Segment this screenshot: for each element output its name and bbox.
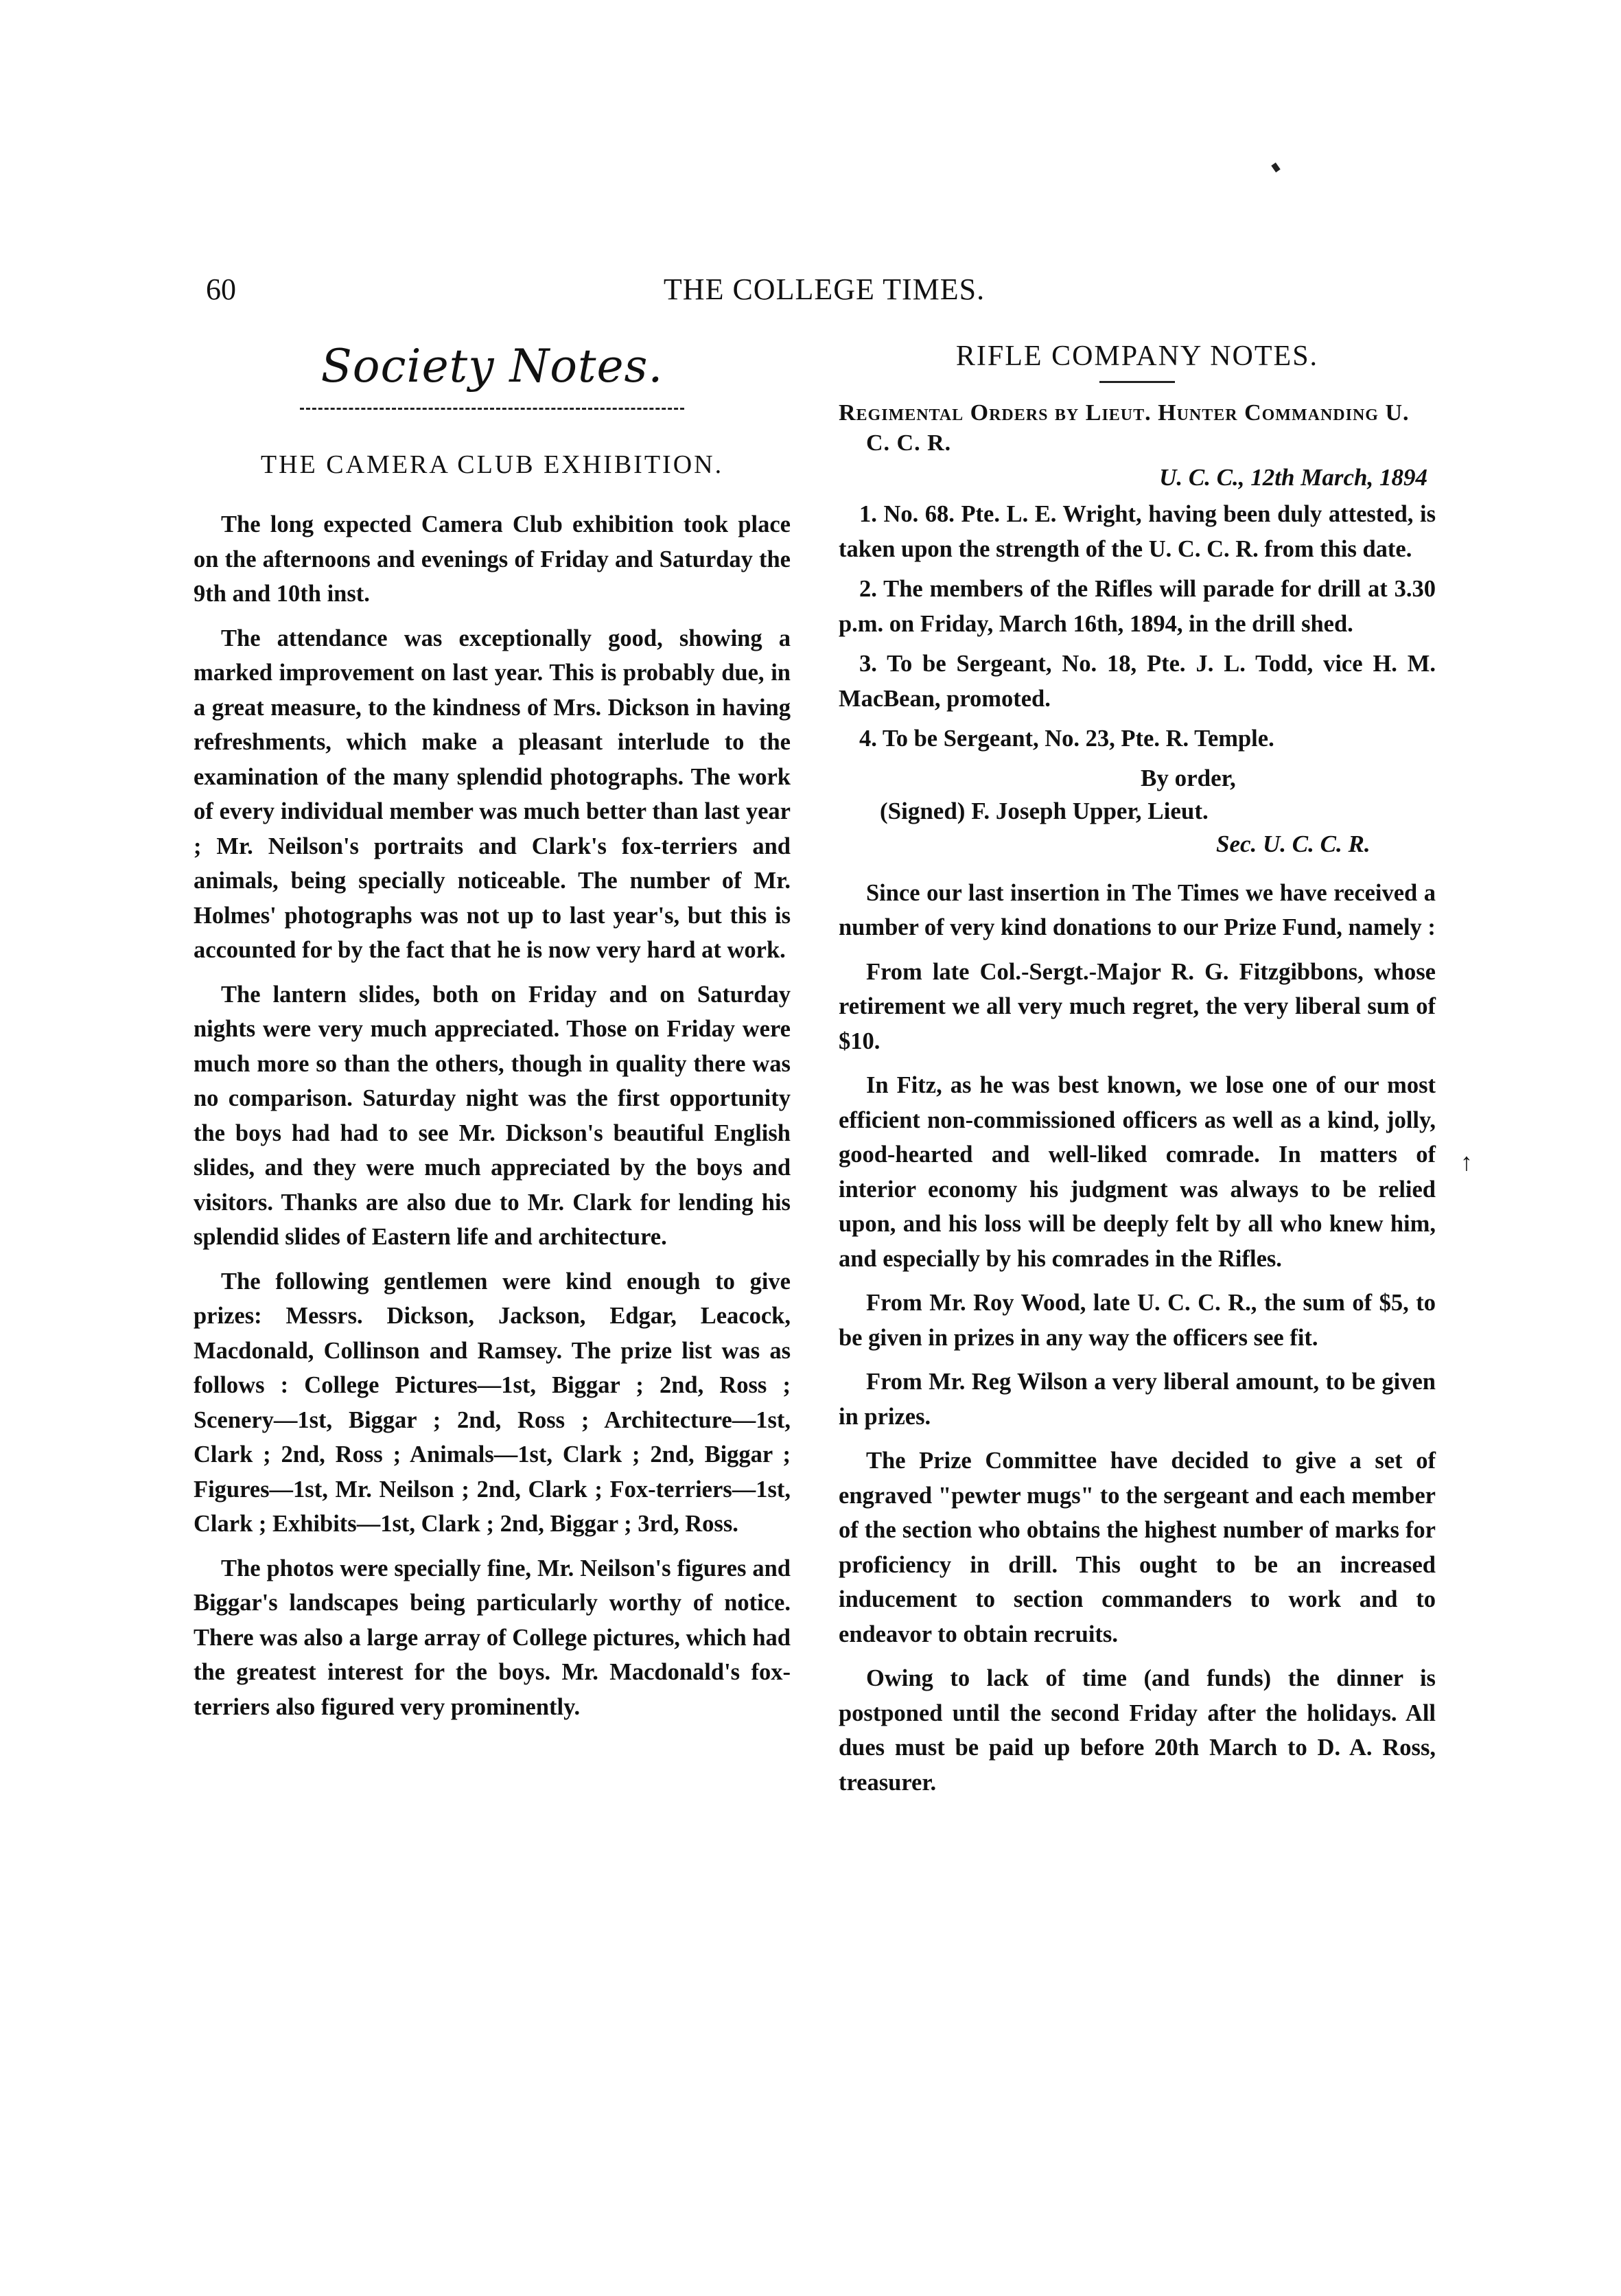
secretary-line: Sec. U. C. C. R. [1216, 830, 1371, 857]
order-item: 2. The members of the Rifles will parade for drill at 3.30 p.m. on Friday, March 16th, 1894, in the drill shed. [839, 576, 1436, 637]
margin-mark: ↑ [1460, 1148, 1473, 1176]
stray-ink-mark [1271, 163, 1280, 172]
orders-date: U. C. C., 12th March, 1894 [1159, 464, 1427, 491]
signature-block [839, 762, 1436, 861]
paragraph: The photos were specially fine, Mr. Neilson's figures and Biggar's landscapes being particularly worthy of notice. There was also a large array of College pictures, which had the greatest interest for the boys. Mr. Macdonald's fox-terriers also figured very prominently. [194, 1555, 791, 1720]
right-column [839, 340, 1436, 1809]
order-item: 4. To be Sergeant, No. 23, Pte. R. Temple. [859, 726, 1274, 752]
heading-rule [1099, 381, 1175, 383]
paragraph: The long expected Camera Club exhibition took place on the afternoons and evenings of Friday and Saturday the 9th and 10th inst. [194, 511, 791, 607]
paragraph: In Fitz, as he was best known, we lose one of our most efficient non-commissioned officers as well as a kind, jolly, good-hearted and well-liked comrade. In matters of interior economy his judgment was always to be relied upon, and his loss will be deeply felt by all who knew him, and especially by his comrades in the Rifles. [839, 1072, 1436, 1272]
paragraph: From Mr. Roy Wood, late U. C. C. R., the sum of $5, to be given in prizes in any way the officers see fit. [839, 1290, 1436, 1351]
orders-heading: Regimental Orders by Lieut. Hunter Commanding U. C. C. R. [839, 400, 1410, 456]
rifle-company-heading: RIFLE COMPANY NOTES. [955, 340, 1319, 372]
society-notes-heading: Society Notes. [320, 340, 664, 393]
left-column [194, 340, 791, 1734]
paragraph: Since our last insertion in The Times we have received a number of very kind donations to our Prize Fund, namely : [839, 879, 1436, 940]
paragraph: The lantern slides, both on Friday and on Saturday nights were very much appreciated. Those on Friday were much more so than the others, though in quality there was no comparison. Saturday night was the first opportunity the boys had had to see Mr. Dickson's beautiful English slides, and they were much appreciated by the boys and visitors. Thanks are also due to Mr. Clark for lending his splendid slides of Eastern life and architecture. [194, 981, 791, 1250]
camera-club-title: THE CAMERA CLUB EXHIBITION. [260, 450, 724, 479]
order-item: 1. No. 68. Pte. L. E. Wright, having been duly attested, is taken upon the strength of the U. C. C. R. from this date. [839, 501, 1436, 562]
paragraph: Owing to lack of time (and funds) the dinner is postponed until the second Friday after the holidays. All dues must be paid up before 20th March to D. A. Ross, treasurer. [839, 1665, 1436, 1796]
paragraph: From late Col.-Sergt.-Major R. G. Fitzgibbons, whose retirement we all very much regret, the very liberal sum of $10. [839, 958, 1436, 1054]
running-title: THE COLLEGE TIMES. [663, 272, 986, 306]
heading-rule [300, 408, 684, 410]
paragraph: From Mr. Reg Wilson a very liberal amount, to be given in prizes. [839, 1369, 1436, 1430]
by-order: By order, [1141, 764, 1236, 791]
paragraph: The attendance was exceptionally good, showing a marked improvement on last year. This is probably due, in a great measure, to the kindness of Mrs. Dickson in having refreshments, which make a pleasant interlude to the examination of the many splendid photographs. The work of every individual member was much better than last year ; Mr. Neilson's portraits and Clark's fox-terriers and animals, being specially noticeable. The number of Mr. Holmes' photographs was not up to last year's, but this is accounted for by the fact that he is now very hard at work. [194, 625, 791, 963]
paragraph: The following gentlemen were kind enough to give prizes: Messrs. Dickson, Jackson, Edgar, Leacock, Macdonald, Collinson and Ramsey. The prize list was as follows : College Pictures—1st, Biggar ; 2nd, Ross ; Scenery—1st, Biggar ; 2nd, Ross ; Architecture—1st, Clark ; 2nd, Ross ; Animals—1st, Clark ; 2nd, Biggar ; Figures—1st, Mr. Neilson ; 2nd, Clark ; Fox-terriers—1st, Clark ; Exhibits—1st, Clark ; 2nd, Biggar ; 3rd, Ross. [194, 1268, 791, 1537]
paragraph: The Prize Committee have decided to give a set of engraved "pewter mugs" to the sergeant and each member of the section who obtains the highest number of marks for proficiency in drill. This ought to be an increased inducement to section commanders to work and to endeavor to obtain recruits. [839, 1448, 1436, 1647]
order-item: 3. To be Sergeant, No. 18, Pte. J. L. Todd, vice H. M. MacBean, promoted. [839, 651, 1436, 712]
page-number: 60 [206, 272, 236, 306]
signed-line: (Signed) F. Joseph Upper, Lieut. [880, 797, 1209, 824]
